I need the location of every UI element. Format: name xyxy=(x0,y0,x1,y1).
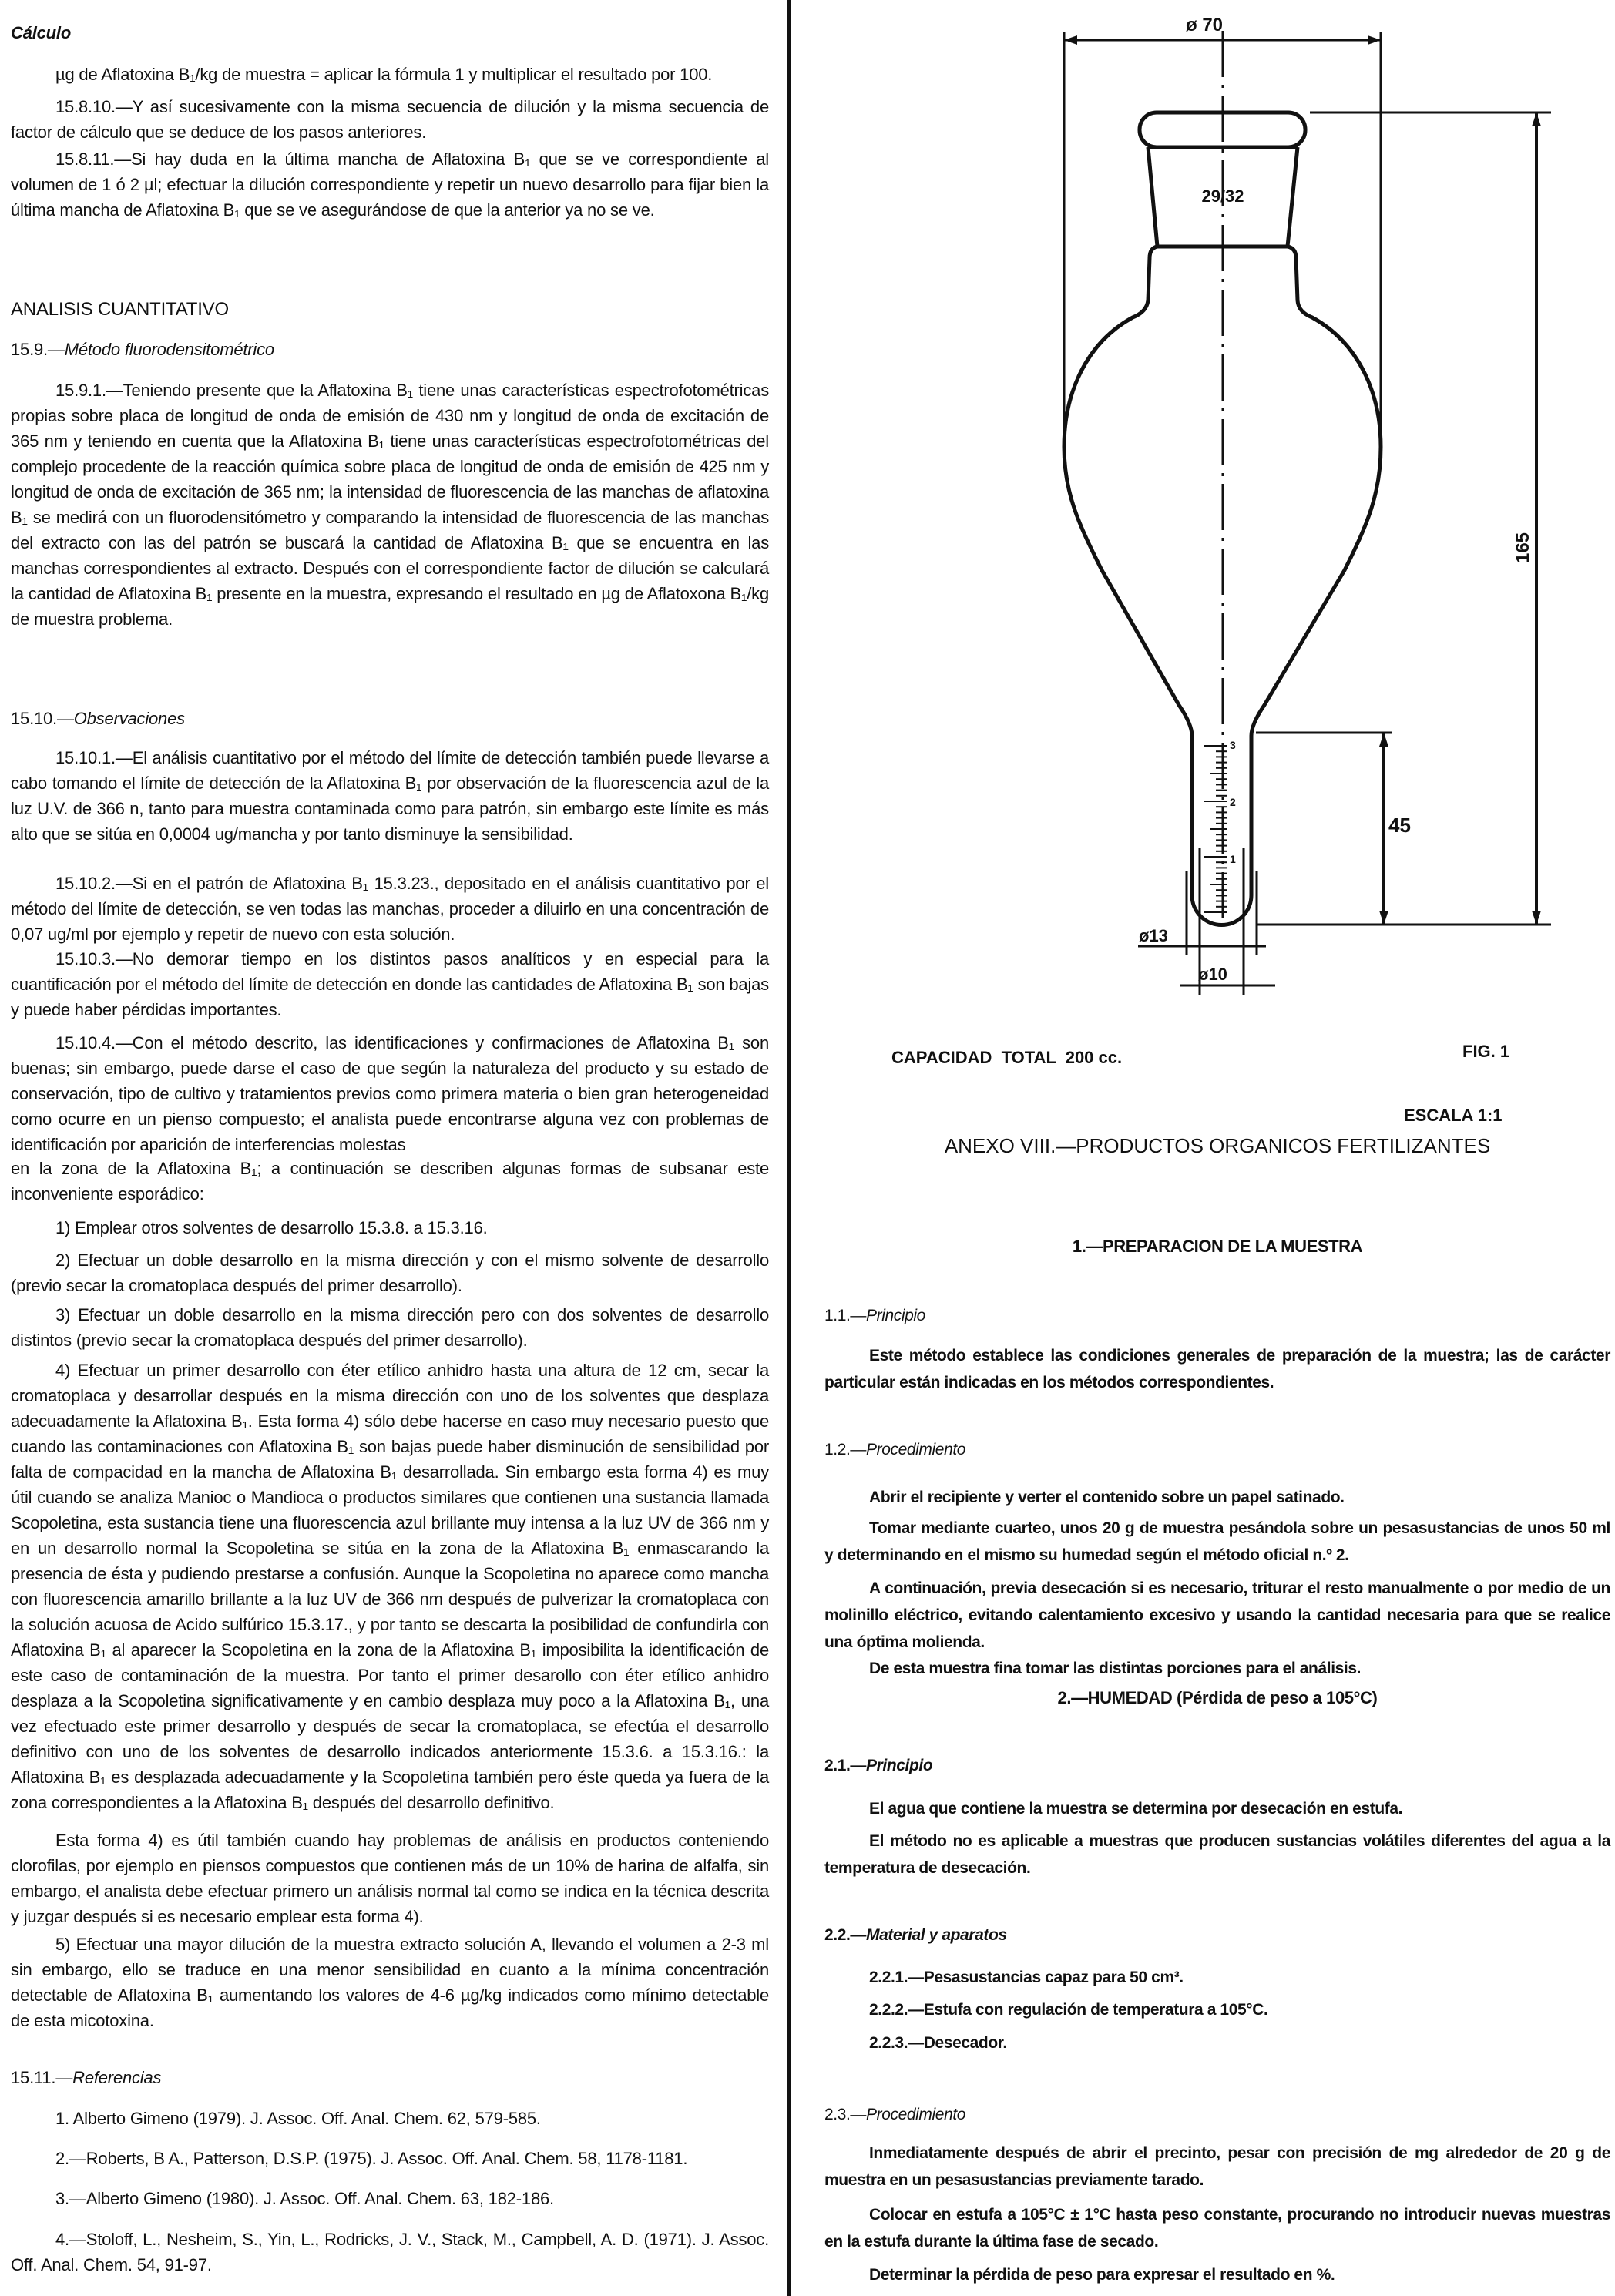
section-number: 1.2.— xyxy=(824,1441,867,1458)
arrowheads xyxy=(1064,35,1541,925)
dimension-label-d10: ø10 xyxy=(1198,965,1227,984)
section-number: 1.1.— xyxy=(824,1307,867,1324)
paragraph-2-3-c: Determinar la pérdida de peso para expresar el resultado en %. xyxy=(869,2266,1335,2284)
capacity-label: CAPACIDAD TOTAL 200 cc. xyxy=(891,1048,1123,1067)
section-number: 2.2.— xyxy=(824,1926,867,1944)
graduation-label: 1 xyxy=(1230,853,1236,865)
scale-label: ESCALA 1:1 xyxy=(1404,1106,1503,1125)
section-2-title: 2.—HUMEDAD (Pérdida de peso a 105°C) xyxy=(1057,1688,1378,1707)
formula-text: µg de Aflatoxina B₁/kg de muestra = aplicar la fórmula 1 y multiplicar el resultado por 100. xyxy=(55,65,713,84)
list-item: 4) Efectuar un primer desarrollo con éter etílico anhidro hasta una altura de 12 cm, secar la cromatoplaca y desarrollar después en la misma dirección con uno de los solventes que desplaza adecuadamente la Aflatoxina B₁. Esta forma 4) sólo debe hacerse en caso muy necesario puesto que cuando las contaminaciones con Aflatoxina B₁ son bajas puede haber disminución de sensibilidad por falta de compacidad en la mancha de Aflatoxina B₁ desarrollada. Sin embargo esta forma 4) es muy útil cuando se analiza Manioc o Mandioca o productos similares que contienen una sustancia llamada Scopoletina, esta sustancia tiene una fluorescencia azul brillante muy intensa a la luz UV de 366 nm y en un desarrollo normal la Scopoletina se sitúa en la zona de la Aflatoxina B₁ enmascarando la presencia de ésta y pudiendo prestarse a confusión. Aunque la Scopoletina no aparece como mancha con fluorescencia amarillo brillante a la luz UV de 366 nm después de pulverizar la cromatoplaca con la solución acuosa de Acido sulfúrico 15.3.17., y por tanto se descarta la posibilidad de confundirla con Aflatoxina B₁ al aparecer la Scopoletina en la zona de la Aflatoxina B₁ imposibilita la identificación de este caso de contaminación de la muestra. Por tanto el primer desarollo con éter etílico anhidro desplaza a la Scopoletina significativamente y en cambio desplaza muy poco a la Aflatoxina B₁, una vez efectuado este primer desarrollo y después de secar la cromatoplaca, se efectúa el desarrollo definitivo con uno de los solventes de desarrollo indicados anteriormente 15.3.6. a 15.3.16.: la Aflatoxina B₁ es desplazada adecuadamente y la Scopoletina también pero éste queda ya fuera de la zona correspondientes a la Aflatoxina B₁ después del desarrollo definitivo. xyxy=(11,1361,769,1812)
list-item: 2.2.2.—Estufa con regulación de temperatura a 105°C. xyxy=(869,2001,1268,2019)
graduation-label: 2 xyxy=(1230,796,1236,808)
list-item: 1) Emplear otros solventes de desarrollo 15.3.8. a 15.3.16. xyxy=(55,1218,488,1237)
section-1-2-heading xyxy=(824,1436,1610,1463)
analisis-heading: ANALISIS CUANTITATIVO xyxy=(11,299,229,320)
section-title: Principio xyxy=(866,1307,925,1324)
section-number: 15.10.— xyxy=(11,709,74,728)
section-2-3-heading xyxy=(824,2101,1610,2128)
reference-item: 3.—Alberto Gimeno (1980). J. Assoc. Off. Anal. Chem. 63, 182-186. xyxy=(55,2189,554,2208)
section-title: Observaciones xyxy=(73,709,185,728)
paragraph-15-10-3: 15.10.3.—No demorar tiempo en los distintos pasos analíticos y en especial para la cuantificación por el método del límite de detección en donde las cantidades de Aflatoxina B₁ son bajas y puede haber pérdidas importantes. xyxy=(11,949,769,1019)
list-item: 3) Efectuar un doble desarrollo en la misma dirección pero con dos solventes de desarrollo distintos (previo secar la cromatoplaca después del primer desarrollo). xyxy=(11,1305,769,1350)
dimension-label-d13: ø13 xyxy=(1139,926,1168,945)
paragraph-15-8-11: 15.8.11.—Si hay duda en la última mancha de Aflatoxina B₁ que se ve correspondiente al volumen de 1 ó 2 µl; efectuar la dilución correspondiente y repetir un nuevo desarrollo para fijar bien la última mancha de Aflatoxina B₁ que se ve asegurándose de que la anterior ya no se ve. xyxy=(11,149,769,220)
section-title: Principio xyxy=(866,1757,933,1774)
dimension-label-165: 165 xyxy=(1513,532,1533,564)
paragraph-1-2-a: Abrir el recipiente y verter el contenido sobre un papel satinado. xyxy=(869,1489,1345,1506)
reference-item: 4.—Stoloff, L., Nesheim, S., Yin, L., Rodricks, J. V., Stack, M., Campbell, A. D. (1971). J. Assoc. Off. Anal. Chem. 54, 91-97. xyxy=(11,2230,769,2274)
list-item: 5) Efectuar una mayor dilución de la muestra extracto solución A, llevando el volumen a 2-3 ml sin embargo, ello se traduce en una menor sensibilidad en cuanto a la mínima concentración detectable de Aflatoxina B₁ aumentando los valores de 4-6 µg/kg indicados como mínimo detectable de esta micotoxina. xyxy=(11,1935,769,2030)
section-title: Referencias xyxy=(72,2068,162,2087)
annex-title: ANEXO VIII.—PRODUCTOS ORGANICOS FERTILIZANTES xyxy=(944,1134,1491,1157)
dimension-label-45: 45 xyxy=(1388,814,1411,837)
figure-label: FIG. 1 xyxy=(1462,1042,1510,1061)
reference-item: 1. Alberto Gimeno (1979). J. Assoc. Off. Anal. Chem. 62, 579-585. xyxy=(55,2109,541,2128)
paragraph-esta-forma: Esta forma 4) es útil también cuando hay problemas de análisis en productos conteniendo clorofilas, por ejemplo en piensos compuestos que contienen más de un 10% de harina de alfalfa, sin embargo, el analista debe efectuar primero un análisis normal tal como se indica en la técnica descrita y juzgar después si es necesario emplear esta forma 4). xyxy=(11,1831,769,1926)
list-item: 2.2.1.—Pesasustancias capaz para 50 cm³. xyxy=(869,1969,1184,1986)
section-title: Método fluorodensitométrico xyxy=(64,340,274,359)
paragraph-2-3-a: Inmediatamente después de abrir el precinto, pesar con precisión de mg alrededor de 20 g de muestra en un pesasustancias previamente tarado. xyxy=(824,2144,1610,2189)
section-title: Material y aparatos xyxy=(866,1926,1007,1944)
paragraph-2-1-b: El método no es aplicable a muestras que producen sustancias volátiles diferentes del agua a la temperatura de desecación. xyxy=(824,1832,1610,1877)
paragraph-2-3-b: Colocar en estufa a 105°C ± 1°C hasta peso constante, procurando no introducir nuevas muestras en la estufa durante la última fase de secado. xyxy=(824,2206,1610,2251)
paragraph-1-2-d: De esta muestra fina tomar las distintas porciones para el análisis. xyxy=(869,1660,1362,1677)
paragraph-1-1: Este método establece las condiciones generales de preparación de la muestra; las de carácter particular están indicadas en los métodos correspondientes. xyxy=(824,1347,1610,1391)
paragraph-1-2-c: A continuación, previa desecación si es necesario, triturar el resto manualmente o por medio de un molinillo eléctrico, evitando calentamiento excesivo y usando la cantidad necesaria para que se realice una óptima molienda. xyxy=(824,1579,1610,1651)
paragraph-15-10-4b: en la zona de la Aflatoxina B₁; a continuación se describen algunas formas de subsanar este inconveniente esporádico: xyxy=(11,1159,769,1203)
list-item: 2) Efectuar un doble desarrollo en la misma dirección y con el mismo solvente de desarrollo (previo secar la cromatoplaca después del primer desarrollo). xyxy=(11,1250,769,1295)
paragraph-15-10-4a: 15.10.4.—Con el método descrito, las identificaciones y confirmaciones de Aflatoxina B₁ son buenas; sin embargo, puede darse el caso de que según la naturaleza del producto y su estado de conservación, tipo de cultivo y tratamientos previos como primera materia o bien gran heterogeneidad como ocurre en un pienso compuesto; el analista puede encontrarse alguna vez con problemas de identificación por aparición de interferencias molestas xyxy=(11,1033,769,1154)
section-15-11-heading xyxy=(11,2065,769,2090)
section-2-1-heading xyxy=(824,1752,1610,1779)
section-number: 15.9.— xyxy=(11,340,65,359)
flask-figure xyxy=(0,0,1615,1140)
section-number: 15.11.— xyxy=(11,2068,73,2087)
paragraph-2-1-a: El agua que contiene la muestra se determina por desecación en estufa. xyxy=(869,1800,1403,1818)
section-title: Procedimiento xyxy=(866,2106,966,2123)
section-number: 2.1.— xyxy=(824,1757,867,1774)
dimension-label-d70: ø 70 xyxy=(1185,15,1224,35)
section-1-1-heading xyxy=(824,1302,1610,1329)
section-title: Procedimiento xyxy=(866,1441,966,1458)
list-item: 2.2.3.—Desecador. xyxy=(869,2034,1007,2052)
paragraph-1-2-b: Tomar mediante cuarteo, unos 20 g de muestra pesándola sobre un pesasustancias de unos 50 ml y determinando en el mismo su humedad según el método oficial n.º 2. xyxy=(824,1519,1610,1564)
section-number: 2.3.— xyxy=(824,2106,867,2123)
paragraph-15-10-2: 15.10.2.—Si en el patrón de Aflatoxina B₁ 15.3.23., depositado en el análisis cuantitativo por el método del límite de detección, se ven todas las manchas, proceder a diluirlo en una concentración de 0,07 ug/ml por ejemplo y repetir de nuevo con esta solución. xyxy=(11,874,769,944)
graduation-label: 3 xyxy=(1230,739,1236,751)
paragraph-15-9-1: 15.9.1.—Teniendo presente que la Aflatoxina B₁ tiene unas características espectrofotométricas propias sobre placa de longitud de onda de emisión de 430 nm y longitud de onda de excitación de 365 nm y teniendo en cuenta que la Aflatoxina B₁ tiene unas características espectrofotométricas del complejo procedente de la reacción química sobre placa de longitud de onda de emisión de 425 nm y longitud de onda de excitación de 365 nm; la intensidad de fluorescencia de las manchas de aflatoxina B₁ se medirá con un fluorodensitómetro y comparando la intensidad de fluorescencia de las manchas del extracto con las del patrón se buscará la cantidad de Aflatoxina B₁ que se encuentra en las manchas correspondientes al extracto. Después con el correspondiente factor de dilución se calculará la cantidad de Aflatoxina B₁ presente en la muestra, expresando el resultado en µg de Aflatoxona B₁/kg de muestra problema. xyxy=(11,381,769,629)
paragraph-15-10-1: 15.10.1.—El análisis cuantitativo por el método del límite de detección también puede llevarse a cabo tomando el límite de detección de la Aflatoxina B₁ por observación de la fluorescencia azul de la luz U.V. de 366 n, tanto para muestra contaminada como para patrón, sin embargo este límite es más alto que se sitúa en 0,0004 ug/mancha y por tanto disminuye la sensibilidad. xyxy=(11,748,769,844)
section-2-2-heading xyxy=(824,1922,1610,1949)
paragraph-15-8-10: 15.8.10.—Y así sucesivamente con la misma secuencia de dilución y la misma secuencia de factor de cálculo que se deduce de los pasos anteriores. xyxy=(11,97,769,142)
reference-item: 2.—Roberts, B A., Patterson, D.S.P. (1975). J. Assoc. Off. Anal. Chem. 58, 1178-1181. xyxy=(55,2149,688,2168)
joint-size-label: 29/32 xyxy=(1201,186,1244,206)
section-1-title: 1.—PREPARACION DE LA MUESTRA xyxy=(1072,1237,1363,1256)
calculo-heading: Cálculo xyxy=(11,23,72,42)
